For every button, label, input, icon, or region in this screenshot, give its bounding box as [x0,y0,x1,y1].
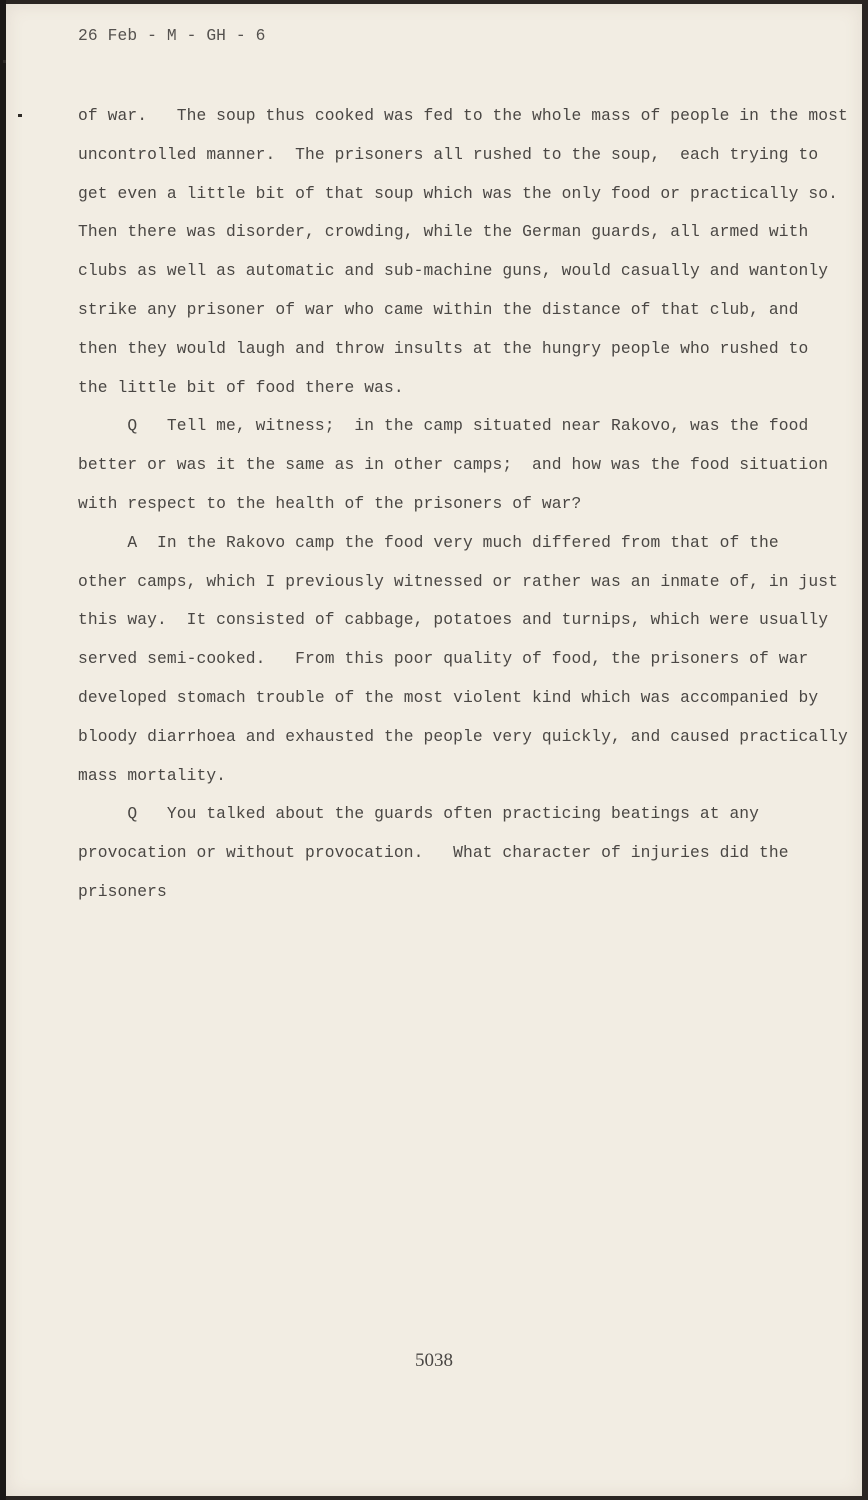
text-line: other camps, which I previously witnessed or rather was an inmate of, in just [78,571,839,591]
text-line: provocation or without provocation. What character of injuries did the [78,843,789,863]
text-line: clubs as well as automatic and sub-machine guns, would casually and wantonly [78,261,829,281]
page-number: 5038 [415,1350,453,1371]
document-page [6,4,862,1496]
page-header: 26 Feb - M - GH - 6 [78,26,266,45]
text-line: A In the Rakovo camp the food very much differed from that of the [78,532,779,552]
text-line: this way. It consisted of cabbage, potatoes and turnips, which were usually [78,610,829,630]
text-line: with respect to the health of the prisoners of war? [78,493,582,513]
text-line: the little bit of food there was. [78,377,404,397]
text-line: strike any prisoner of war who came within the distance of that club, and [78,299,799,319]
text-line: better or was it the same as in other camps; and how was the food situation [78,455,829,475]
text-line: prisoners [78,881,167,901]
scan-mark [18,114,22,117]
text-line: Q Tell me, witness; in the camp situated near Rakovo, was the food [78,416,809,436]
text-line: then they would laugh and throw insults at the hungry people who rushed to [78,338,809,358]
text-line: bloody diarrhoea and exhausted the people very quickly, and caused practically [78,726,848,746]
text-line: developed stomach trouble of the most violent kind which was accompanied by [78,687,819,707]
text-line: mass mortality. [78,765,227,785]
text-line: Q You talked about the guards often practicing beatings at any [78,804,760,824]
scan-mark [3,60,6,63]
text-line: Then there was disorder, crowding, while the German guards, all armed with [78,222,809,242]
text-line: of war. The soup thus cooked was fed to the whole mass of people in the most [78,106,848,125]
text-line: served semi-cooked. From this poor quality of food, the prisoners of war [78,649,809,669]
body-text [78,102,848,917]
text-line: get even a little bit of that soup which was the only food or practically so. [78,183,839,203]
text-line: uncontrolled manner. The prisoners all rushed to the soup, each trying to [78,144,819,164]
